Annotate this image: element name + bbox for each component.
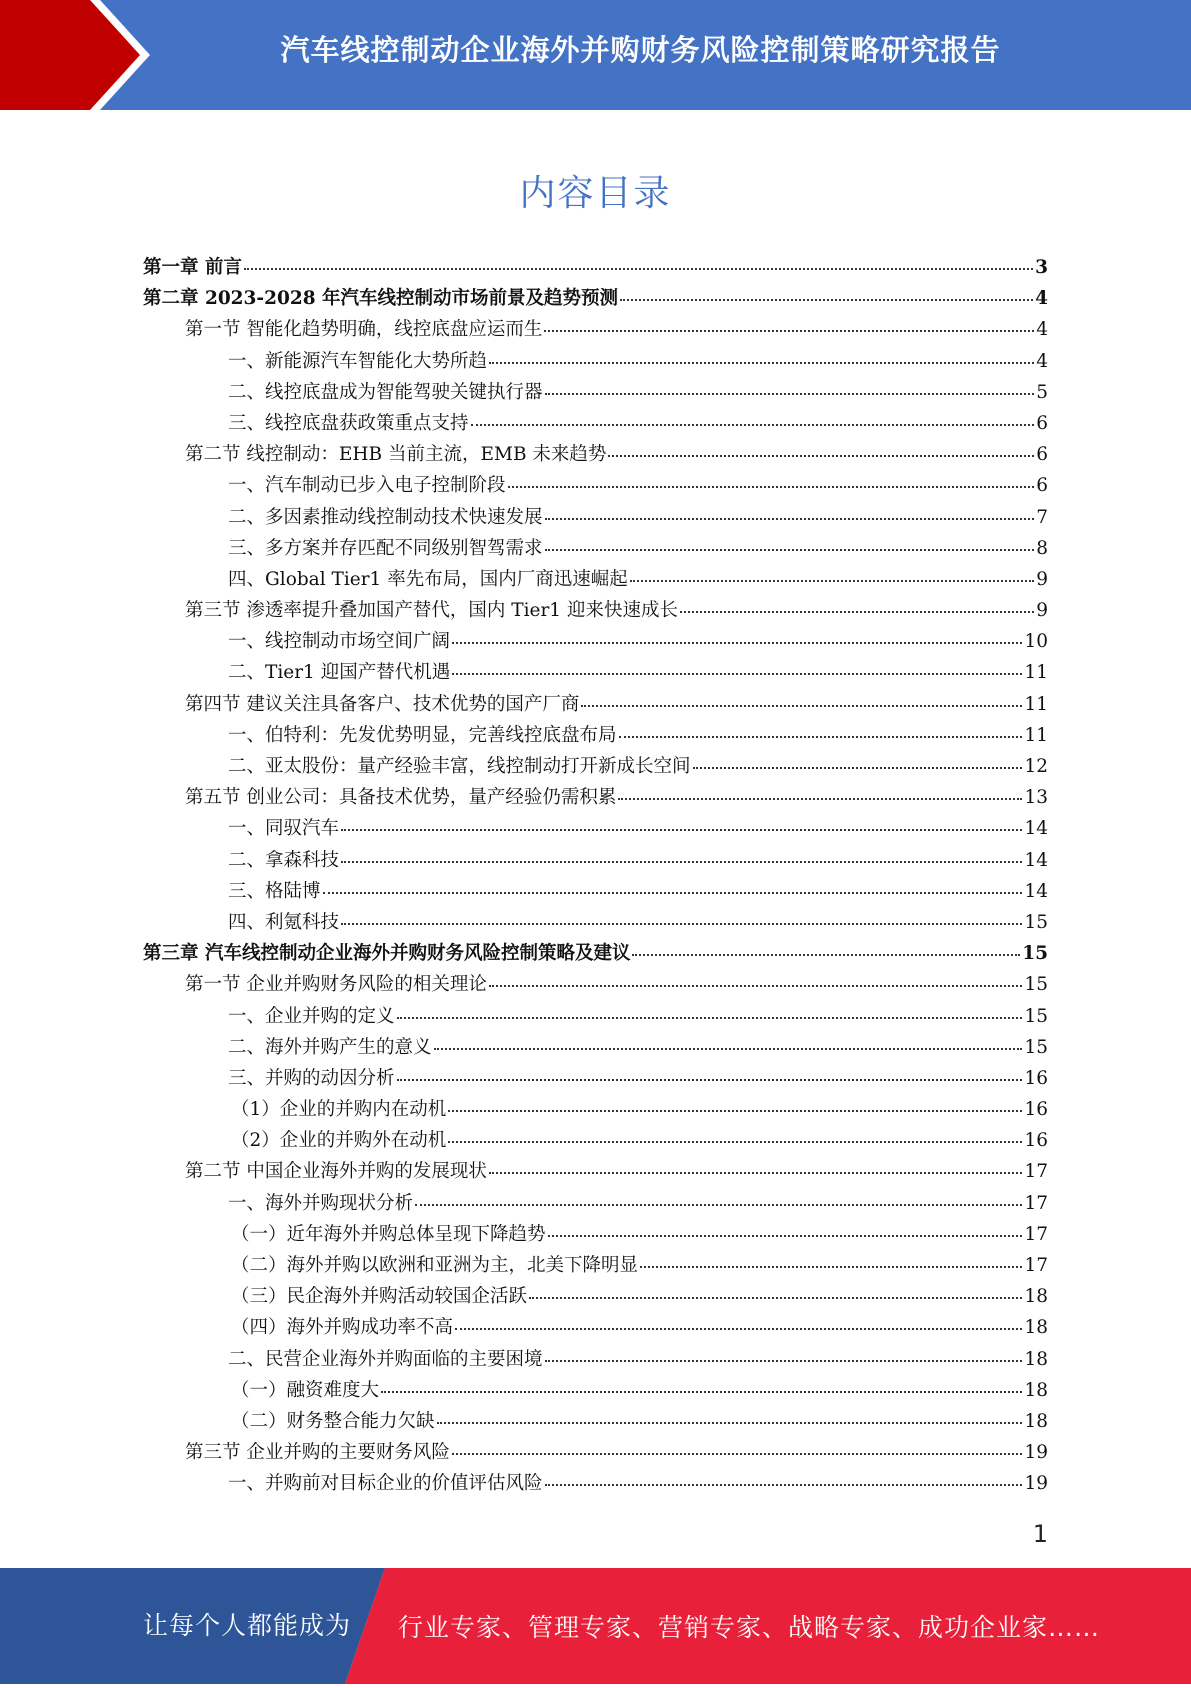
toc-entry[interactable] bbox=[143, 471, 1048, 502]
toc-entry-text: （三）民企海外并购活动较国企活跃 bbox=[231, 1286, 528, 1308]
toc-entry-text: 一、并购前对目标企业的价值评估风险 bbox=[228, 1473, 543, 1495]
toc-entry-text: 二、多因素推动线控制动技术快速发展 bbox=[228, 506, 543, 528]
toc-leader-dots bbox=[640, 1266, 1022, 1268]
toc-leader-dots bbox=[341, 923, 1022, 925]
toc-entry-text: 二、线控底盘成为智能驾驶关键执行器 bbox=[228, 381, 543, 403]
toc-entry-text: 四、Global Tier1 率先布局，国内厂商迅速崛起 bbox=[228, 568, 628, 590]
toc-entry-page: 5 bbox=[1036, 381, 1048, 403]
toc-entry-text: （二）海外并购以欧洲和亚洲为主，北美下降明显 bbox=[231, 1255, 639, 1276]
toc-leader-dots bbox=[341, 861, 1022, 863]
toc-entry[interactable] bbox=[143, 534, 1048, 565]
toc-entry-page: 18 bbox=[1024, 1410, 1048, 1432]
toc-entry-text: 第一节 企业并购财务风险的相关理论 bbox=[185, 974, 487, 996]
toc-entry-page: 15 bbox=[1022, 943, 1048, 965]
toc-entry-page: 19 bbox=[1024, 1442, 1048, 1464]
toc-entry-text: 三、格陆博 bbox=[228, 880, 321, 902]
toc-entry[interactable] bbox=[143, 1251, 1048, 1282]
toc-entry-text: 一、海外并购现状分析 bbox=[228, 1192, 414, 1214]
toc-entry[interactable] bbox=[143, 284, 1048, 315]
toc-entry-page: 14 bbox=[1024, 849, 1048, 871]
toc-entry-page: 4 bbox=[1036, 350, 1048, 372]
toc-entry-text: 一、伯特利：先发优势明显，完善线控底盘布局 bbox=[228, 724, 617, 746]
toc-entry-text: 一、同驭汽车 bbox=[228, 818, 340, 840]
toc-entry-page: 8 bbox=[1036, 537, 1048, 559]
toc-entry-page: 17 bbox=[1024, 1255, 1048, 1276]
toc-leader-dots bbox=[545, 518, 1035, 520]
toc-leader-dots bbox=[341, 829, 1022, 831]
toc-leader-dots bbox=[680, 611, 1034, 613]
toc-entry-page: 15 bbox=[1024, 1005, 1048, 1027]
toc-entry-text: 二、亚太股份：量产经验丰富，线控制动打开新成长空间 bbox=[228, 756, 691, 777]
toc-entry-text: 第四节 建议关注具备客户、技术优势的国产厂商 bbox=[185, 693, 580, 715]
toc-entry-page: 19 bbox=[1024, 1473, 1048, 1495]
toc-entry-page: 4 bbox=[1035, 288, 1048, 310]
toc-entry-text: 一、汽车制动已步入电子控制阶段 bbox=[228, 475, 506, 497]
toc-entry-page: 18 bbox=[1024, 1348, 1048, 1370]
toc-entry-page: 14 bbox=[1024, 880, 1048, 902]
toc-entry-text: 第二章 2023-2028 年汽车线控制动市场前景及趋势预测 bbox=[143, 288, 619, 310]
toc-entry-text: 第二节 线控制动：EHB 当前主流，EMB 未来趋势 bbox=[185, 444, 607, 466]
toc-entry-page: 16 bbox=[1024, 1130, 1048, 1152]
toc-leader-dots bbox=[693, 767, 1023, 769]
toc-entry[interactable] bbox=[143, 1002, 1048, 1033]
toc-entry-page: 14 bbox=[1024, 818, 1048, 840]
toc-entry[interactable] bbox=[143, 814, 1048, 845]
toc-leader-dots bbox=[434, 1048, 1023, 1050]
toc-entry[interactable] bbox=[143, 721, 1048, 752]
toc-entry-page: 6 bbox=[1036, 444, 1048, 466]
toc-entry-page: 11 bbox=[1024, 724, 1048, 746]
toc-entry[interactable] bbox=[143, 690, 1048, 721]
toc-leader-dots bbox=[489, 1172, 1023, 1174]
toc-entry-text: 二、拿森科技 bbox=[228, 849, 340, 871]
toc-leader-dots bbox=[630, 580, 1035, 582]
toc-entry-page: 18 bbox=[1024, 1317, 1048, 1339]
toc-entry[interactable] bbox=[143, 1438, 1048, 1469]
toc-leader-dots bbox=[618, 798, 1022, 800]
toc-entry-text: 二、海外并购产生的意义 bbox=[228, 1036, 432, 1058]
toc-entry-text: 第一节 智能化趋势明确，线控底盘应运而生 bbox=[185, 319, 543, 341]
toc-entry[interactable] bbox=[143, 503, 1048, 534]
header-banner bbox=[0, 0, 1191, 110]
toc-leader-dots bbox=[244, 268, 1033, 270]
toc-leader-dots bbox=[529, 1297, 1022, 1299]
toc-entry[interactable] bbox=[143, 627, 1048, 658]
toc-leader-dots bbox=[471, 424, 1035, 426]
toc-entry[interactable] bbox=[143, 1064, 1048, 1095]
toc-entry-text: 一、线控制动市场空间广阔 bbox=[228, 631, 451, 653]
toc-leader-dots bbox=[452, 642, 1022, 644]
toc-entry[interactable] bbox=[143, 1313, 1048, 1344]
toc-leader-dots bbox=[323, 892, 1023, 894]
toc-entry[interactable] bbox=[143, 347, 1048, 378]
toc-leader-dots bbox=[581, 705, 1022, 707]
toc-entry[interactable] bbox=[143, 1095, 1048, 1126]
toc-entry[interactable] bbox=[143, 440, 1048, 471]
toc-leader-dots bbox=[508, 486, 1035, 488]
toc-entry[interactable] bbox=[143, 1220, 1048, 1251]
toc-entry[interactable] bbox=[143, 1345, 1048, 1376]
toc-entry-page: 15 bbox=[1024, 1036, 1048, 1058]
toc-leader-dots bbox=[632, 954, 1020, 956]
toc-leader-dots bbox=[381, 1391, 1022, 1393]
toc-entry[interactable] bbox=[143, 1469, 1048, 1500]
toc-leader-dots bbox=[448, 1110, 1022, 1112]
toc-entry[interactable] bbox=[143, 1033, 1048, 1064]
toc-entry-page: 6 bbox=[1036, 412, 1048, 434]
toc-entry-page: 16 bbox=[1024, 1067, 1048, 1089]
toc-leader-dots bbox=[545, 1484, 1023, 1486]
toc-entry[interactable] bbox=[143, 253, 1048, 284]
toc-entry-page: 3 bbox=[1035, 257, 1048, 278]
toc-entry[interactable] bbox=[143, 877, 1048, 908]
toc-entry-page: 16 bbox=[1024, 1099, 1048, 1121]
toc-entry-page: 17 bbox=[1024, 1192, 1048, 1214]
toc-entry-text: （一）融资难度大 bbox=[231, 1379, 380, 1401]
toc-entry-page: 17 bbox=[1024, 1223, 1048, 1245]
toc-leader-dots bbox=[620, 299, 1033, 301]
toc-entry[interactable] bbox=[143, 908, 1048, 939]
toc-entry-page: 11 bbox=[1024, 693, 1048, 715]
toc-title: 内容目录 bbox=[519, 173, 672, 214]
toc-leader-dots bbox=[437, 1422, 1023, 1424]
toc-leader-dots bbox=[397, 1017, 1023, 1019]
toc-leader-dots bbox=[544, 330, 1034, 332]
toc-entry-text: （1）企业的并购内在动机 bbox=[231, 1099, 447, 1121]
toc-entry-text: 二、民营企业海外并购面临的主要困境 bbox=[228, 1348, 543, 1370]
toc-entry[interactable] bbox=[143, 783, 1048, 814]
toc-entry-page: 11 bbox=[1024, 662, 1048, 684]
toc-entry[interactable] bbox=[143, 409, 1048, 440]
toc-entry-text: 二、Tier1 迎国产替代机遇 bbox=[228, 662, 451, 684]
toc-entry[interactable] bbox=[143, 939, 1048, 970]
toc-entry-text: 第三节 企业并购的主要财务风险 bbox=[185, 1442, 450, 1464]
toc-leader-dots bbox=[545, 549, 1035, 551]
footer-slogan-left: 让每个人都能成为 bbox=[143, 1611, 352, 1640]
toc-entry[interactable] bbox=[143, 565, 1048, 596]
toc-entry-text: 一、企业并购的定义 bbox=[228, 1005, 395, 1027]
toc-leader-dots bbox=[489, 362, 1034, 364]
toc-entry[interactable] bbox=[143, 1376, 1048, 1407]
table-of-contents bbox=[143, 253, 1048, 1501]
toc-leader-dots bbox=[608, 455, 1034, 457]
toc-entry-page: 18 bbox=[1024, 1286, 1048, 1308]
footer-slogan-right: 行业专家、管理专家、营销专家、战略专家、成功企业家…… bbox=[398, 1613, 1101, 1642]
header-title: 汽车线控制动企业海外并购财务风险控制策略研究报告 bbox=[280, 33, 1001, 67]
toc-entry-text: （2）企业的并购外在动机 bbox=[231, 1130, 447, 1152]
footer-banner bbox=[0, 1568, 1191, 1684]
toc-entry-text: 第二节 中国企业海外并购的发展现状 bbox=[185, 1161, 487, 1183]
toc-entry[interactable] bbox=[143, 596, 1048, 627]
toc-entry[interactable] bbox=[143, 1189, 1048, 1220]
toc-entry-page: 15 bbox=[1024, 974, 1048, 996]
toc-entry-text: （二）财务整合能力欠缺 bbox=[231, 1410, 435, 1432]
toc-entry[interactable] bbox=[143, 970, 1048, 1001]
toc-entry-page: 18 bbox=[1024, 1379, 1048, 1401]
toc-entry[interactable] bbox=[143, 658, 1048, 689]
toc-entry-text: 三、多方案并存匹配不同级别智驾需求 bbox=[228, 537, 543, 559]
toc-leader-dots bbox=[455, 1328, 1022, 1330]
toc-entry-page: 10 bbox=[1024, 631, 1048, 653]
toc-entry-text: （一）近年海外并购总体呈现下降趋势 bbox=[231, 1223, 546, 1245]
toc-entry[interactable] bbox=[143, 315, 1048, 346]
toc-entry-text: 第五节 创业公司：具备技术优势，量产经验仍需积累 bbox=[185, 787, 617, 809]
toc-entry-text: 一、新能源汽车智能化大势所趋 bbox=[228, 350, 488, 372]
toc-entry-text: 第三章 汽车线控制动企业海外并购财务风险控制策略及建议 bbox=[143, 943, 631, 965]
page-number: 1 bbox=[1032, 1520, 1048, 1548]
toc-leader-dots bbox=[448, 1141, 1022, 1143]
toc-entry-text: （四）海外并购成功率不高 bbox=[231, 1317, 454, 1339]
toc-entry-text: 第一章 前言 bbox=[143, 257, 242, 278]
toc-entry-text: 第三节 渗透率提升叠加国产替代，国内 Tier1 迎来快速成长 bbox=[185, 600, 678, 622]
toc-entry-page: 13 bbox=[1024, 787, 1048, 809]
toc-leader-dots bbox=[452, 1453, 1023, 1455]
toc-entry-page: 6 bbox=[1036, 475, 1048, 497]
toc-entry[interactable] bbox=[143, 1407, 1048, 1438]
toc-entry[interactable] bbox=[143, 752, 1048, 783]
toc-entry[interactable] bbox=[143, 1157, 1048, 1188]
toc-leader-dots bbox=[452, 673, 1022, 675]
toc-entry-text: 四、利氪科技 bbox=[228, 911, 340, 933]
toc-entry-text: 三、并购的动因分析 bbox=[228, 1067, 395, 1089]
toc-leader-dots bbox=[619, 736, 1023, 738]
toc-leader-dots bbox=[489, 985, 1023, 987]
toc-entry[interactable] bbox=[143, 1282, 1048, 1313]
toc-leader-dots bbox=[545, 393, 1035, 395]
toc-leader-dots bbox=[415, 1204, 1022, 1206]
toc-entry-page: 12 bbox=[1024, 756, 1048, 777]
toc-leader-dots bbox=[548, 1235, 1023, 1237]
toc-leader-dots bbox=[397, 1079, 1023, 1081]
toc-entry-page: 9 bbox=[1036, 568, 1048, 590]
toc-entry-page: 15 bbox=[1024, 911, 1048, 933]
toc-entry[interactable] bbox=[143, 846, 1048, 877]
toc-entry[interactable] bbox=[143, 1126, 1048, 1157]
toc-entry-page: 9 bbox=[1036, 600, 1048, 622]
toc-entry-page: 7 bbox=[1036, 506, 1048, 528]
toc-entry-page: 17 bbox=[1024, 1161, 1048, 1183]
toc-entry-page: 4 bbox=[1036, 319, 1048, 341]
toc-entry[interactable] bbox=[143, 378, 1048, 409]
toc-leader-dots bbox=[545, 1360, 1023, 1362]
toc-entry-text: 三、线控底盘获政策重点支持 bbox=[228, 412, 469, 434]
